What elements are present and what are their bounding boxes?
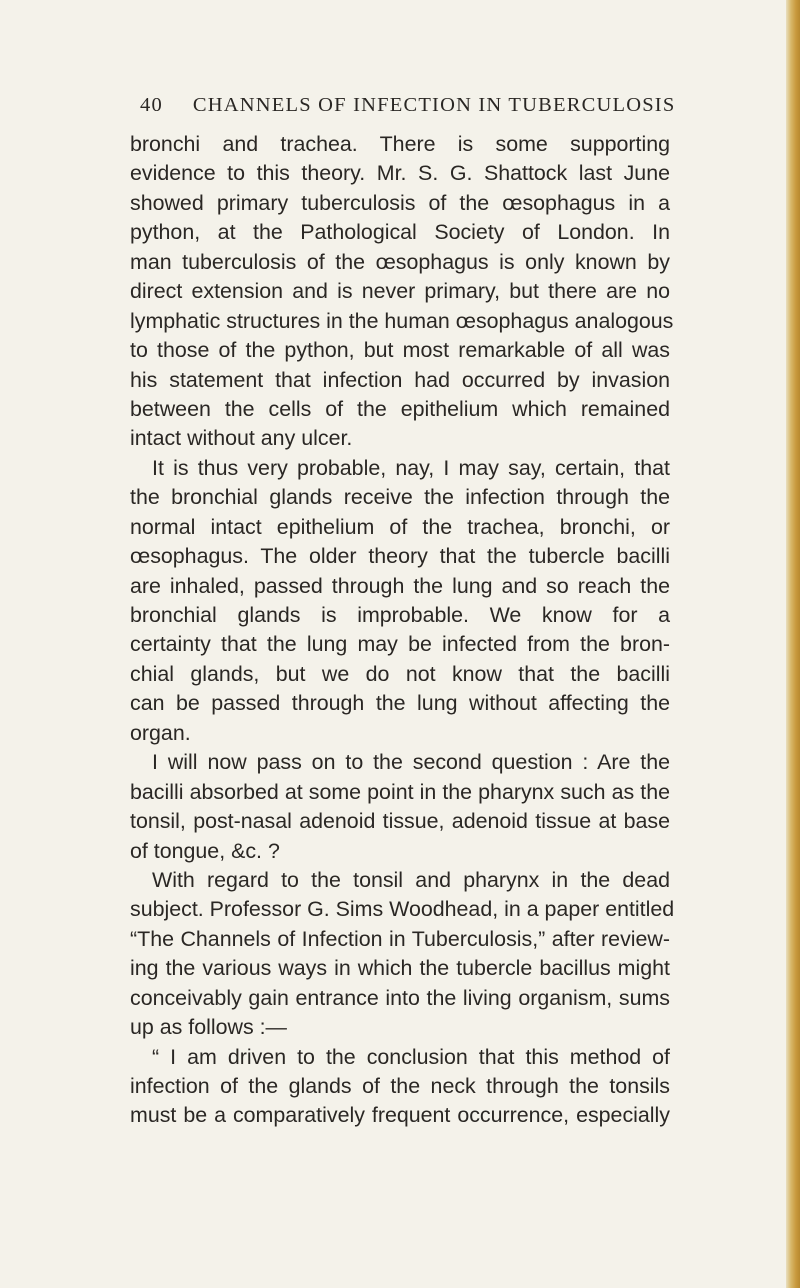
text-line: organ. [130,720,191,745]
body-text [130,130,675,1131]
text-line: python, at the Pathological Society of London. In [130,220,670,245]
running-head [140,94,676,117]
page-number: 40 [140,94,163,116]
text-line: of tongue, &c. ? [130,838,280,863]
text-line: “The Channels of Infection in Tuberculosis,” after review- [130,926,670,951]
text-line: between the cells of the epithelium which remained [130,396,670,421]
text-line: ing the various ways in which the tubercle bacillus might [130,956,670,981]
text-line: conceivably gain entrance into the living organism, sums [130,985,670,1010]
text-line: intact without any ulcer. [130,426,353,451]
text-line: chial glands, but we do not know that the bacilli [130,661,670,686]
text-line: his statement that infection had occurred by invasion [130,367,670,392]
text-line: up as follows :— [130,1015,287,1040]
text-line: can be passed through the lung without affecting the [130,691,670,716]
text-line: certainty that the lung may be infected from the bron- [130,632,670,657]
page-edge [786,0,800,1288]
text-line: bacilli absorbed at some point in the pharynx such as the [130,779,670,804]
text-line: the bronchial glands receive the infection through the [130,485,670,510]
text-line: subject. Professor G. Sims Woodhead, in a paper entitled [130,897,675,922]
text-line: “ I am driven to the conclusion that this method of [152,1044,670,1069]
running-title: CHANNELS OF INFECTION IN TUBERCULOSIS [192,94,676,116]
text-line: tonsil, post-nasal adenoid tissue, adenoid tissue at base [130,809,670,834]
text-line: normal intact epithelium of the trachea, bronchi, or [130,514,670,539]
text-line: I will now pass on to the second question : Are the [152,750,670,775]
text-line: showed primary tuberculosis of the œsophagus in a [130,190,670,215]
text-line: are inhaled, passed through the lung and so reach the [130,573,670,598]
text-line: bronchi and trachea. There is some supporting [130,132,670,156]
text-line: evidence to this theory. Mr. S. G. Shattock last June [130,161,670,186]
text-line: œsophagus. The older theory that the tubercle bacilli [130,544,670,569]
text-line: to those of the python, but most remarkable of all was [130,338,670,363]
text-line: With regard to the tonsil and pharynx in the dead [152,867,670,892]
text-line: man tuberculosis of the œsophagus is only known by [130,249,670,274]
text-line: direct extension and is never primary, but there are no [130,279,670,304]
text-line: infection of the glands of the neck through the tonsils [130,1074,670,1098]
text-line: lymphatic structures in the human œsophagus analogous [130,308,674,333]
text-line: must be a comparatively frequent occurrence, especially [130,1103,670,1128]
text-line: bronchial glands is improbable. We know for a [130,603,670,627]
text-line: It is thus very probable, nay, I may say, certain, that [152,455,670,480]
